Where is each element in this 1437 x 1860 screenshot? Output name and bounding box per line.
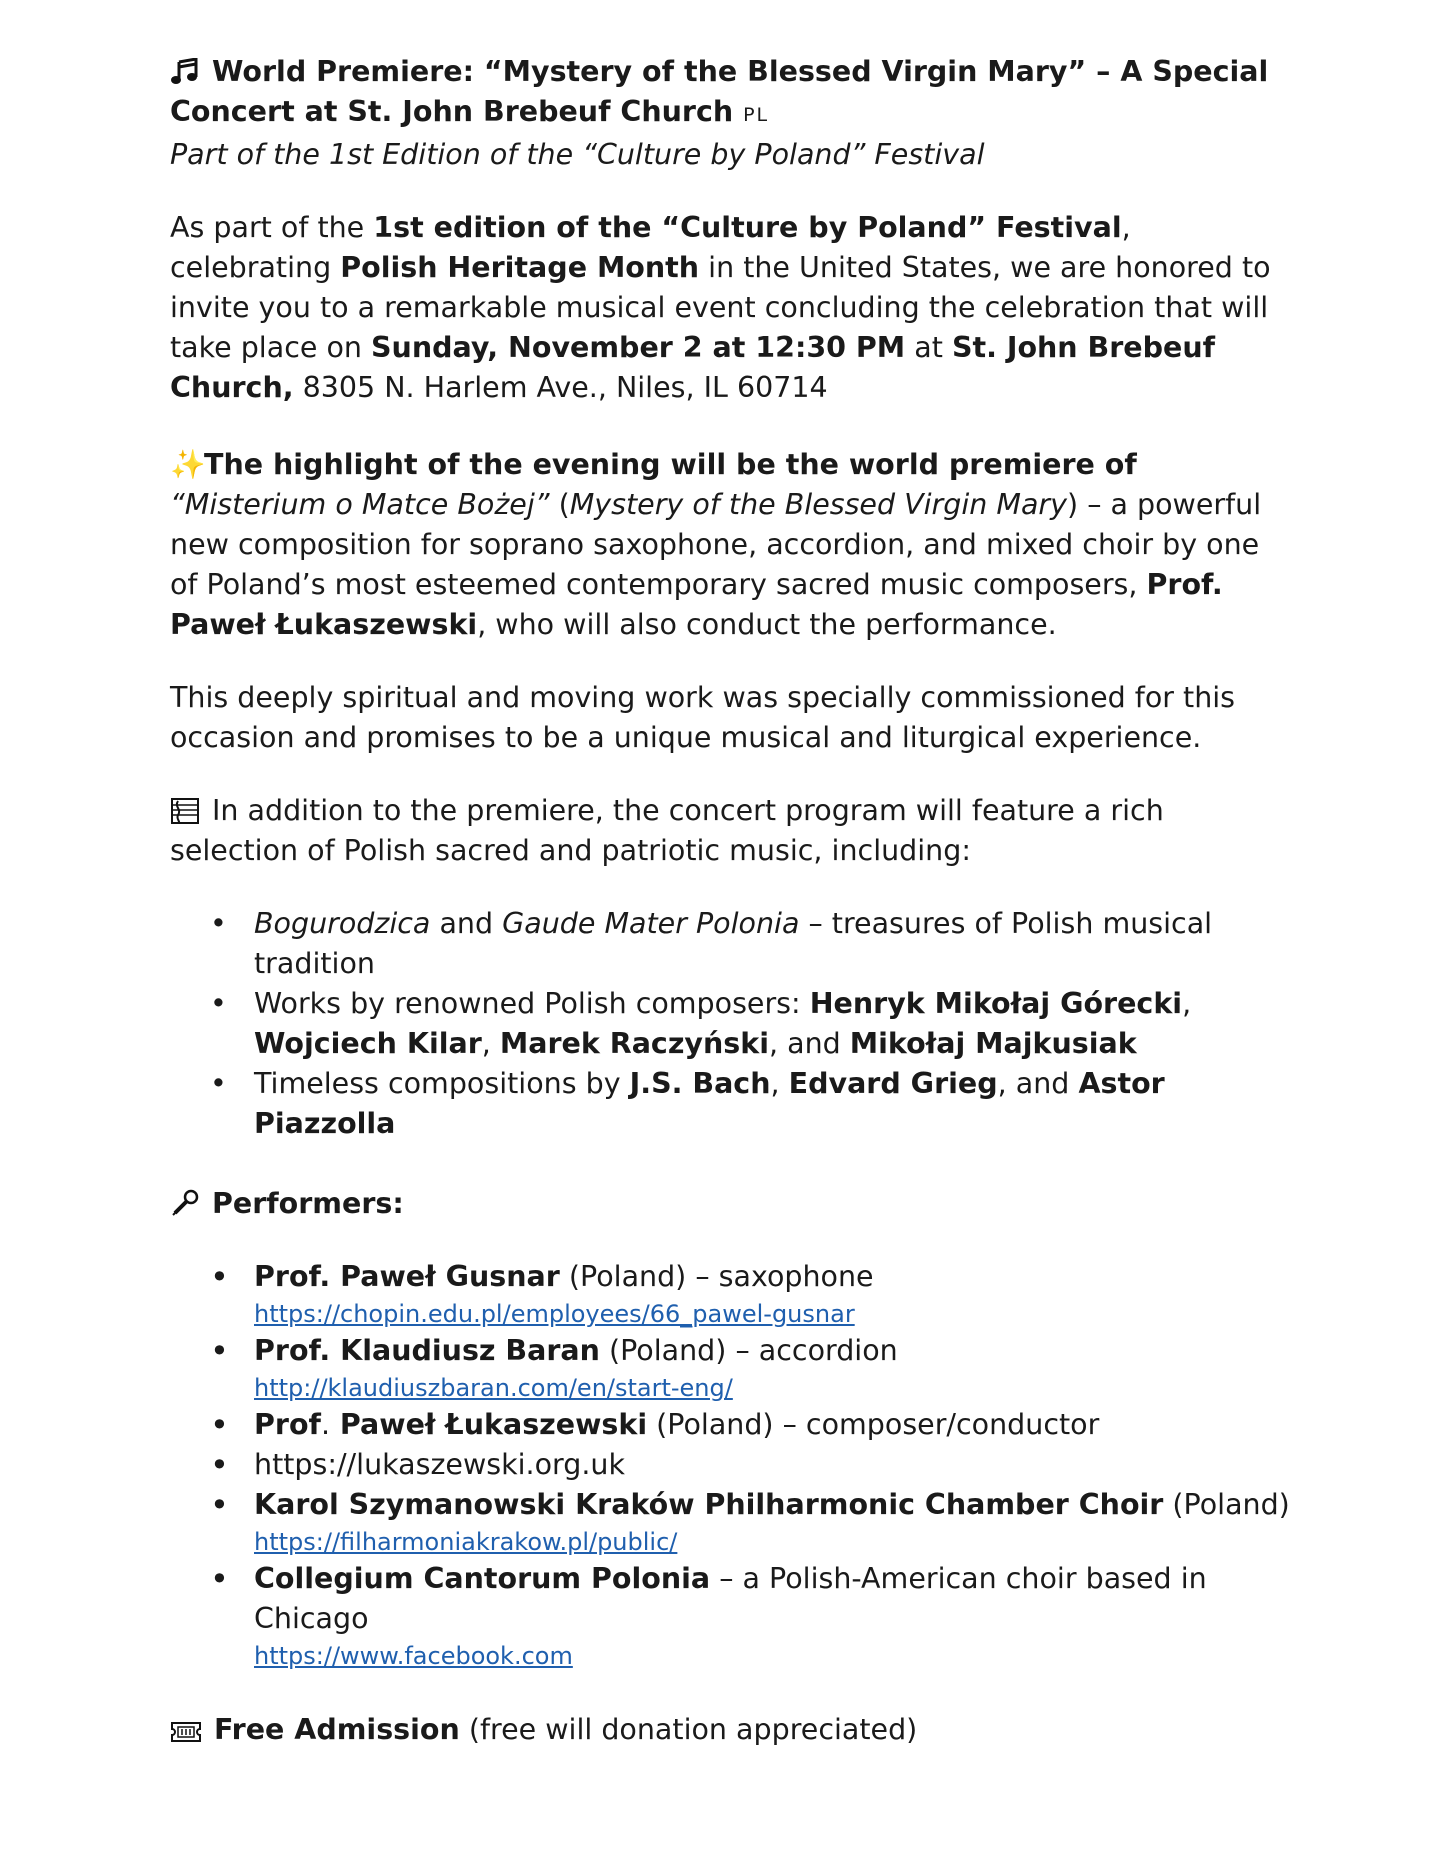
subtitle: Part of the 1st Edition of the “Culture by Poland” Festival — [170, 138, 985, 171]
admission-note: (free will donation appreciated) — [459, 1713, 918, 1746]
music-notes-icon — [170, 58, 200, 86]
heritage-month: Polish Heritage Month — [340, 251, 700, 284]
program-intro-text: In addition to the premiere, the concert program will feature a rich selection of Polish sacred and patriotic music, including: — [170, 794, 1164, 867]
venue-name: St. John Brebeuf Church, — [170, 331, 1216, 404]
performer-title-dot: . — [320, 1408, 330, 1441]
performer-item — [170, 1445, 1290, 1485]
list-item — [170, 904, 1290, 984]
performer-link[interactable]: https://chopin.edu.pl/employees/66_pawel-gusnar — [254, 1300, 855, 1328]
list-item — [170, 1064, 1290, 1144]
highlight-paragraph — [170, 445, 1290, 645]
program-text: and — [430, 907, 503, 940]
performers-heading — [170, 1184, 1290, 1224]
program-text: , and — [997, 1067, 1079, 1100]
festival-name: 1st edition of the “Culture by Poland” Festival — [373, 211, 1122, 244]
spiritual-paragraph: This deeply spiritual and moving work was specially commissioned for this occasion and promises to be a unique musical and liturgical experience. — [170, 681, 1236, 754]
performer-item — [170, 1485, 1290, 1559]
program-intro — [170, 791, 1290, 871]
performer-role: (Poland) – saxophone — [559, 1260, 874, 1293]
performer-item — [170, 1559, 1290, 1673]
performer-name: Paweł Łukaszewski — [330, 1408, 648, 1441]
composer-bach: J.S. Bach — [629, 1067, 771, 1100]
performer-role: (Poland) – composer/conductor — [647, 1408, 1100, 1441]
performer-link[interactable]: http://klaudiuszbaran.com/en/start-eng/ — [254, 1374, 733, 1402]
performer-link[interactable]: https://www.facebook.com — [254, 1642, 573, 1670]
composer-raczynski: Marek Raczyński — [499, 1027, 769, 1060]
intro-text-3: in the United States, we are honored to invite you to a remarkable musical event concluding the celebration that will take place on — [170, 251, 1271, 364]
performer-link[interactable]: https://filharmoniakrakow.pl/public/ — [254, 1528, 678, 1556]
program-text: Timeless compositions by — [254, 1067, 630, 1100]
program-text: , — [481, 1027, 500, 1060]
ticket-icon — [170, 1720, 202, 1744]
intro-text-1: As part of the — [170, 211, 374, 244]
document-content — [170, 52, 1290, 1750]
title-text: World Premiere: “Mystery of the Blessed Virgin Mary” – A Special Concert at St. John Brebeuf Church — [170, 55, 1269, 128]
intro-text-2: , celebrating — [170, 211, 1131, 284]
highlight-text-2: ) – a powerful new composition for soprano saxophone, accordion, and mixed choir by one of Poland’s most esteemed contemporary sacred music composers, — [170, 488, 1262, 601]
venue-address: 8305 N. Harlem Ave., Niles, IL 60714 — [293, 371, 828, 404]
highlight-text-1: ( — [549, 488, 570, 521]
sheet-music-icon — [170, 797, 200, 825]
work-title-polish: “Misterium o Matce Bożej” — [170, 488, 550, 521]
performer-name: Prof. Klaudiusz Baran — [254, 1334, 600, 1367]
title-line — [170, 52, 1290, 135]
program-text: Works by renowned Polish composers: — [254, 987, 810, 1020]
intro-paragraph — [170, 208, 1290, 408]
performer-name: Collegium Cantorum Polonia — [254, 1562, 711, 1595]
performers-title: Performers: — [212, 1187, 404, 1220]
sparkles-icon: ✨ — [170, 448, 206, 481]
composer-piazzolla: Astor Piazzolla — [254, 1067, 1165, 1140]
list-item — [170, 984, 1290, 1064]
program-text: , and — [768, 1027, 850, 1060]
microphone-icon — [170, 1188, 200, 1218]
performer-url-plain: https://lukaszewski.org.uk — [254, 1448, 625, 1481]
composer-gorecki: Henryk Mikołaj Górecki — [809, 987, 1183, 1020]
performer-item — [170, 1331, 1290, 1405]
program-text: , — [770, 1067, 789, 1100]
intro-text-4: at — [905, 331, 952, 364]
performer-title-prefix: Prof — [254, 1408, 321, 1441]
performer-role: – a Polish-American choir based in Chicago — [254, 1562, 1207, 1635]
performer-item — [170, 1257, 1290, 1331]
admission-title: Free Admission — [214, 1713, 460, 1746]
composer-kilar: Wojciech Kilar — [254, 1027, 482, 1060]
performer-item — [170, 1405, 1290, 1445]
work-title-english: Mystery of the Blessed Virgin Mary — [569, 488, 1068, 521]
highlight-text-3: , who will also conduct the performance. — [477, 608, 1057, 641]
composer-grieg: Edvard Grieg — [788, 1067, 998, 1100]
program-list — [170, 904, 1290, 1144]
composer-name: Prof. Paweł Łukaszewski — [170, 568, 1223, 641]
admission-line — [170, 1710, 1290, 1750]
program-text: , — [1182, 987, 1192, 1020]
performers-list — [170, 1257, 1290, 1673]
composer-majkusiak: Mikołaj Majkusiak — [849, 1027, 1137, 1060]
piece-gaude-mater: Gaude Mater Polonia — [502, 907, 800, 940]
performer-role: (Poland) — [1163, 1488, 1290, 1521]
event-datetime: Sunday, November 2 at 12:30 PM — [371, 331, 906, 364]
piece-bogurodzica: Bogurodzica — [254, 907, 431, 940]
performer-name: Prof. Paweł Gusnar — [254, 1260, 560, 1293]
language-tag: PL — [743, 104, 770, 126]
program-text: – treasures of Polish musical tradition — [254, 907, 1213, 980]
performer-role: (Poland) – accordion — [599, 1334, 898, 1367]
highlight-lead: The highlight of the evening will be the world premiere of — [204, 448, 1137, 481]
performer-name: Karol Szymanowski Kraków Philharmonic Chamber Choir — [254, 1488, 1164, 1521]
